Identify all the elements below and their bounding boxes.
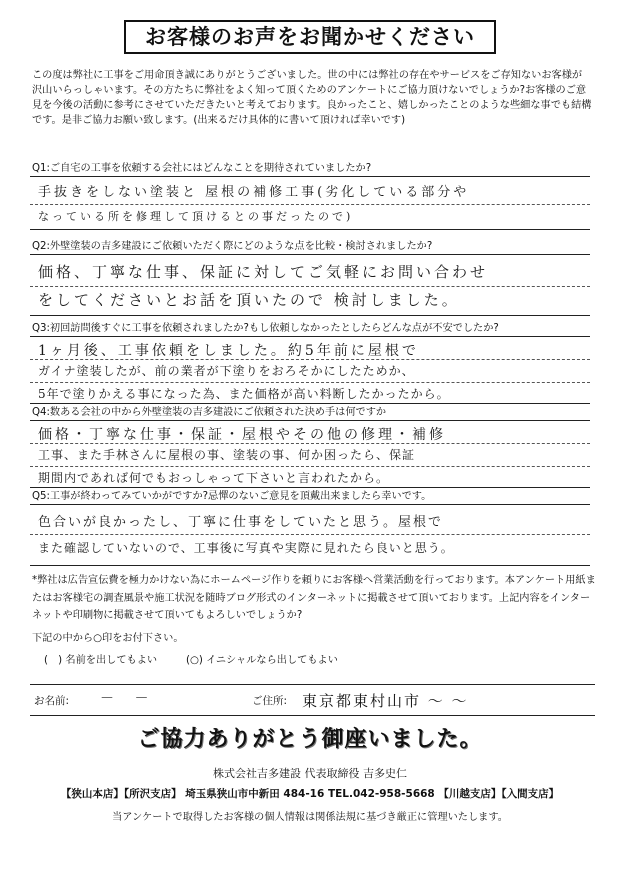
answer-line: 1ヶ月後、工事依頼をしました。約5年前に屋根で [38,343,419,359]
answer-line: 手抜きをしない塗装と 屋根の補修工事(劣化している部分や [38,185,470,200]
answer-line: 5年で塗りかえる事になった為、また価格が高い料断したかったから。 [38,387,450,401]
branch-info: 【狭山本店】【所沢支店】 埼玉県狭山市中新田 484-16 TEL.042-958-5668 【川越支店】【入間支店】 [60,788,560,800]
answer-line: 期間内であれば何でもおっしゃって下さいと言われたから。 [38,471,390,485]
thanks-message: ご協力ありがとう御座いました。 [137,727,483,752]
page-title: お客様のお声をお聞かせください [124,20,496,54]
choice-label: 名前を出してもよい [65,655,158,666]
ruled-line [30,204,590,205]
address-value[interactable]: 東京都東村山市 ～ ～ [302,692,469,710]
choice-mark: ( ) [44,655,63,666]
answer-line: また確認していないので、工事後に写真や実際に見れたら良いと思う。 [38,541,454,555]
answer-line: 価格、丁寧な仕事、保証に対してご気軽にお問い合わせ [38,263,489,281]
ruled-line [30,286,590,287]
address-label: ご住所: [252,695,288,707]
ruled-line [30,382,590,383]
question-2: Q2:外壁塗装の吉多建設にご依頼いただく際にどのような点を比較・検討されましたか? [32,241,433,252]
question-3: Q3:初回訪問後すぐに工事を依頼されましたか?もし依頼しなかったとしたらどんな点が不安でしたか? [32,323,499,334]
privacy-note: 当アンケートで取得したお客様の個人情報は関係法規に基づき厳正に管理いたします。 [112,812,508,823]
name-label: お名前: [34,695,70,707]
answer-line: ガイナ塗装したが、前の業者が下塗りをおろそかにしたためか、 [38,364,415,378]
ruled-line [30,466,590,467]
choice-initials[interactable] [186,651,338,666]
intro-text: この度は弊社に工事をご用命頂き誠にありがとうございました。世の中には弊社の存在やサービスをご存知ないお客様が沢山いらっしゃいます。その方たちに弊社をよく知って頂くためのアンケートにご協力頂けないでしょうか?お客様のご意見を今後の活動に参考にさせていただきたいと考えております。良かったこと、嬉しかったことのような些細な事でも結構です。是非ご協力お願い致します。(出来るだけ具体的に書いて頂ければ幸いです) [32,70,592,126]
ruled-line [30,534,590,535]
answer-box-2 [30,254,590,316]
answer-line: なっている所を修理して頂けるとの事だったので) [38,210,354,223]
choice-name[interactable] [44,651,157,666]
question-5: Q5:工事が終わってみていかがですか?忌憚のないご意見を頂戴出来ましたら幸いです。 [32,491,432,502]
answer-box-1 [30,176,590,230]
answer-box-3 [30,336,590,404]
question-4: Q4:数ある会社の中から外壁塗装の吉多建設にご依頼された決め手は何ですか [32,407,387,418]
name-value[interactable]: － － [100,691,157,707]
answer-line: 色合いが良かったし、丁寧に仕事をしていたと思う。屋根で [38,515,444,530]
choice-prompt: 下記の中から○印をお付下さい。 [32,633,184,644]
choice-mark: (○) [186,655,203,666]
company-name: 株式会社吉多建設 代表取締役 吉多史仁 [213,767,407,780]
answer-line: 工事、また手林さんに屋根の事、塗装の事、何か困ったら、保証 [38,448,416,462]
answer-line: をしてくださいとお話を頂いたので 検討しました。 [38,291,460,309]
consent-note: *弊社は広告宣伝費を極力かけない為にホームページ作りを頼りにお客様へ営業活動を行っております。本アンケート用紙またはお客様宅の調査風景や施工状況を随時ブログ形式のインターネットに掲載させて頂いております。上記内容をインターネットや印刷物に掲載させて頂いてもよろしいでしょうか? [32,575,596,621]
question-1: Q1:ご自宅の工事を依頼する会社にはどんなことを期待されていましたか? [32,163,372,174]
choice-label: イニシャルなら出してもよい [206,655,338,666]
answer-box-5 [30,504,590,566]
answer-line: 価格・丁寧な仕事・保証・屋根やその他の修理・補修 [38,427,446,443]
name-address-row [30,684,595,716]
answer-box-4 [30,420,590,488]
